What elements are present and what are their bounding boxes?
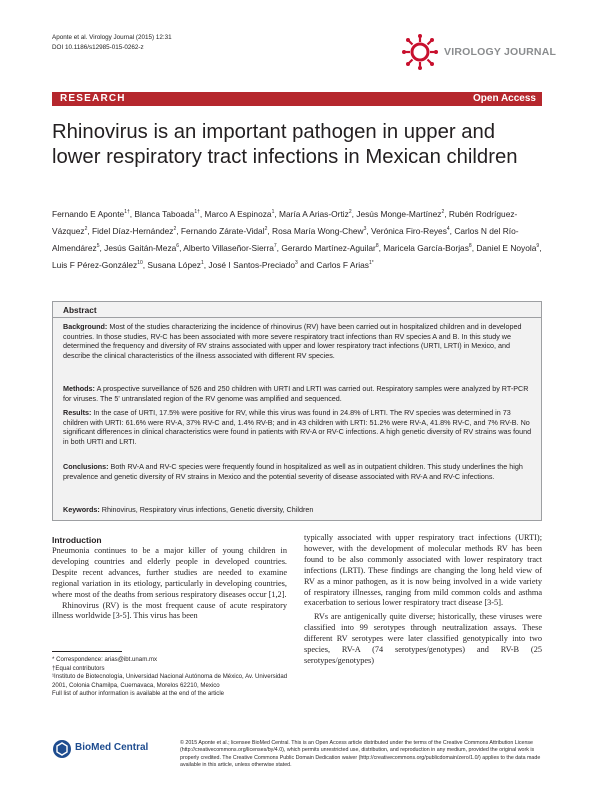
section-label: RESEARCH [60,93,126,104]
footnotes [52,656,292,699]
equal-contributors-note: †Equal contributors [52,664,105,672]
abstract-box [52,301,542,521]
intro-paragraph-1: Pneumonia continues to be a major killer of young children in developing countries and elderly people in developed countries. Despite recent advances, further studies are needed to examine regional variation in its etiology, particularly in developing countries, where most of the deaths from serious respiratory diseases occur [1,2]. [52,546,287,599]
citation-line: Aponte et al. Virology Journal (2015) 12:31 [52,34,172,41]
body-column-right [304,533,542,667]
journal-name: VIROLOGY JOURNAL [444,46,557,58]
footnote-divider [52,651,122,652]
conclusions-text: Both RV-A and RV-C species were frequently found in hospitalized as well as in outpatient children. This study underlines the high prevalence and genetic diversity of RV strains in Mexico and the potential severity of disease associated with RV-A and RV-C infections. [63,462,523,481]
license-text: © 2015 Aponte et al.; licensee BioMed Central. This is an Open Access article distributed under the terms of the Creative Commons Attribution License (http://creativecommons.org/licenses/by/4.0), which permits unrestricted use, distribution, and reproduction in any medium, provided the original work is properly credited. The Creative Commons Public Domain Dedication waiver (http://creativecommons.org/publicdomain/zero/1.0/) applies to the data made available in this article, unless otherwise stated. [180,740,541,769]
conclusions-label: Conclusions: [63,462,109,471]
journal-logo [402,34,562,70]
introduction-heading: Introduction [52,535,102,545]
intro-paragraph-3: typically associated with upper respiratory tract infections (URTI); however, with the development of molecular methods RV has been found to be also commonly associated with lower respiratory tract infections (LRTI). These findings are changing the long held view of RV as a minor pathogen, as it is now being involved in a wide variety of respiratory illnesses, ranging from mild common colds and asthma exacerbation to serious lower respiratory tract disease [3-5]. [304,533,542,608]
abstract-background [63,322,533,360]
correspondence-note[interactable]: * Correspondence: arias@ibt.unam.mx [52,656,158,663]
doi-line[interactable]: DOI 10.1186/s12985-015-0262-z [52,44,144,51]
bmc-icon [52,739,72,759]
abstract-conclusions [63,462,533,481]
keywords-text: Rhinovirus, Respiratory virus infections, Genetic diversity, Children [101,505,314,514]
abstract-header [53,302,541,318]
abstract-results [63,408,533,446]
author-list: Fernando E Aponte$^{1\dagger}$, Blanca Taboada$^{1\dagger}$, Marco A Espinoza$^1$, María A Arias-Ortiz$^2$, Jesús Monge-Martínez$^2$, Rubén Rodríguez-Vázquez$^2$, Fidel Díaz-Hernández$^2$, Fernando Zárate-Vidal$^2$, Rosa María Wong-Chew$^3$, Verónica Firo-Reyes$^4$, Carlos N del Río-Almendárez$^5$, Jesús Gaitán-Meza$^6$, Alberto Villaseñor-Sierra$^7$, Gerardo Martínez-Aguilar$^8$, Maricela García-Borjas$^8$, Daniel E Noyola$^9$, Luis F Pérez-González$^{10}$, Susana López$^1$, José I Santos-Preciado$^3$ and Carlos F Arias$^{1*}$ [52,208,542,270]
abstract-keywords [63,505,533,515]
biomed-central-logo [52,737,172,761]
body-column-left [52,546,287,622]
background-text: Most of the studies characterizing the incidence of rhinovirus (RV) have been carried out in hospitalized children and in developed countries. In those studies, RV-C has been associated with more severe respiratory tract infections than RV species A and B. In this study we determined the frequency and diversity of RV strains associated with upper and lower respiratory tract infections (URTI, LRTI) in Mexico, and describe the clinical characteristics of the illness associated with different RV species. [63,322,522,360]
keywords-label: Keywords: [63,505,100,514]
open-access-label: Open Access [473,93,536,104]
research-banner [52,92,542,106]
background-label: Background: [63,322,108,331]
virus-icon [402,34,438,70]
methods-label: Methods: [63,384,95,393]
article-title: Rhinovirus is an important pathogen in upper and lower respiratory tract infections in Mexican children [52,121,518,168]
full-list-note: Full list of author information is available at the end of the article [52,690,225,698]
results-label: Results: [63,408,92,417]
affiliation-note: ¹Instituto de Biotecnología, Universidad Nacional Autónoma de México, Av. Universidad 2001, Colonia Chamilpa, Cuernavaca, Morelos 62210, Mexico [52,673,288,689]
abstract-methods [63,384,533,403]
results-text: In the case of URTI, 17.5% were positive for RV, while this virus was found in 24.8% of LRTI. The RV species was determined in 73 children with URTI: 61.6% were RV-A, 37% RV-C and, 1.4% RV-B; and in 43 children with LRTI: 51.2% were RV-A, 41.8% RV-C, and 7% RV-B. No significant differences in clinical characteristics were found in patients with RV-A or RV-C infections. A high genetic diversity of RV strains was found in both URTI and LRTI. [63,408,532,446]
abstract-heading: Abstract [63,305,97,315]
bmc-wordmark: BioMed Central [75,742,149,753]
methods-text: A prospective surveillance of 526 and 250 children with URTI and LRTI was carried out. Respiratory samples were analyzed by RT-PCR for viruses. The 5' untranslated region of the RV genome was amplified and sequenced. [63,384,529,403]
intro-paragraph-2: Rhinovirus (RV) is the most frequent cause of acute respiratory illness worldwide [3-5]. This virus has been [52,600,287,621]
intro-paragraph-4: RVs are antigenically quite diverse; historically, these viruses were classified into 99 serotypes through neutralization assays. These different RV serotypes were later classified genotypically into two species, RV-A (74 serotypes/genotypes) and RV-B (25 serotypes/genotypes) [304,612,542,665]
